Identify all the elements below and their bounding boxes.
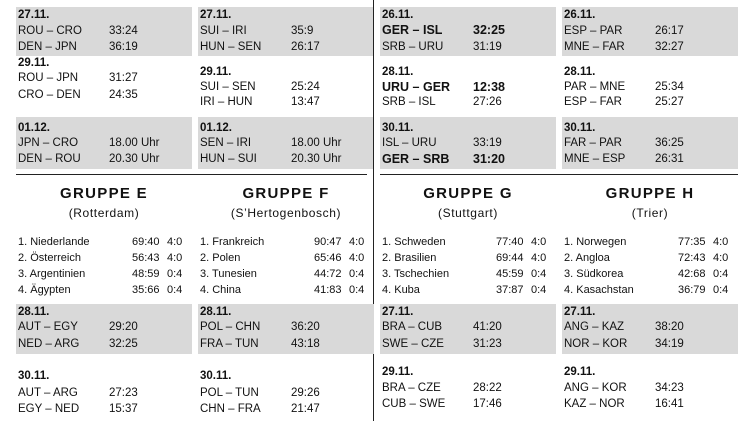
match-day-block [380, 117, 556, 169]
standings-team: 4. Ägypten [18, 284, 71, 296]
match-teams: FRA – TUN [200, 338, 259, 350]
horizontal-divider [16, 174, 367, 175]
match-teams: POL – TUN [200, 387, 259, 399]
match-score: 31:27 [109, 72, 138, 84]
match-teams: ISL – URU [382, 137, 437, 149]
match-score: 15:37 [109, 403, 138, 415]
standings-team: 2. Angloa [564, 252, 610, 264]
match-score: 32:25 [473, 23, 505, 37]
standings-points: 4:0 [531, 252, 547, 264]
match-teams: POL – CHN [200, 321, 261, 333]
match-day-block [198, 304, 374, 354]
standings-team: 1. Norwegen [564, 236, 627, 248]
match-score: 12:38 [473, 80, 505, 94]
match-score: 33:19 [473, 137, 502, 149]
match-teams: GER – ISL [382, 23, 443, 37]
standings-team: 4. Kasachstan [564, 284, 634, 296]
group-title: GRUPPE E [60, 185, 148, 202]
match-score: 13:47 [291, 96, 320, 108]
match-score: 26:31 [655, 153, 684, 165]
match-teams: AUT – EGY [18, 321, 78, 333]
match-teams: SEN – IRI [200, 137, 252, 149]
standings-team: 4. China [200, 284, 241, 296]
match-date: 26.11. [564, 9, 596, 21]
match-teams: CRO – DEN [18, 89, 81, 101]
match-date: 28.11. [564, 66, 596, 78]
standings-goals: 41:83 [314, 284, 342, 296]
standings-team: 1. Frankreich [200, 236, 265, 248]
match-teams: EGY – NED [18, 403, 80, 415]
standings-goals: 48:59 [132, 268, 160, 280]
standings-points: 0:4 [349, 284, 365, 296]
standings-points: 4:0 [167, 236, 183, 248]
match-teams: MNE – FAR [564, 41, 625, 53]
match-day-block [562, 117, 738, 169]
match-score: 26:17 [291, 41, 320, 53]
standings-team: 1. Niederlande [18, 236, 90, 248]
match-date: 28.11. [18, 306, 50, 318]
match-day-block [198, 366, 374, 418]
match-score: 29:26 [291, 387, 320, 399]
group-title: GRUPPE F [242, 185, 330, 202]
standings-goals: 36:79 [678, 284, 706, 296]
standings-points: 4:0 [349, 252, 365, 264]
standings-team: 2. Österreich [18, 252, 81, 264]
group-city: (Rotterdam) [68, 206, 140, 220]
match-date: 26.11. [382, 9, 414, 21]
match-teams: SUI – IRI [200, 25, 247, 37]
match-teams: BRA – CZE [382, 382, 441, 394]
match-date: 30.11. [382, 122, 414, 134]
standings-points: 4:0 [713, 236, 729, 248]
match-score: 25:27 [655, 96, 684, 108]
standings-goals: 65:46 [314, 252, 342, 264]
match-day-block [380, 7, 556, 56]
match-score: 25:24 [291, 81, 320, 93]
standings-goals: 72:43 [678, 252, 706, 264]
match-teams: DEN – ROU [18, 153, 81, 165]
match-teams: SWE – CZE [382, 338, 444, 350]
match-teams: GER – SRB [382, 152, 450, 166]
match-day-block [562, 362, 738, 414]
match-score: 18.00 Uhr [109, 137, 160, 149]
standings-points: 0:4 [713, 284, 729, 296]
match-teams: ESP – PAR [564, 25, 623, 37]
match-date: 01.12. [200, 122, 232, 134]
match-date: 30.11. [18, 370, 50, 382]
match-day-block [380, 56, 556, 112]
standings-points: 0:4 [713, 268, 729, 280]
match-score: 20.30 Uhr [291, 153, 342, 165]
match-teams: ANG – KAZ [564, 321, 625, 333]
group-title: GRUPPE H [605, 185, 695, 202]
match-score: 17:46 [473, 398, 502, 410]
match-date: 01.12. [18, 122, 50, 134]
standings-team: 2. Polen [200, 252, 241, 264]
match-date: 29.11. [382, 366, 414, 378]
match-day-block [562, 56, 738, 112]
match-day-block [198, 7, 374, 56]
match-score: 36:25 [655, 137, 684, 149]
standings-team: 4. Kuba [382, 284, 420, 296]
match-score: 36:19 [109, 41, 138, 53]
standings-team: 3. Tunesien [200, 268, 257, 280]
match-date: 29.11. [18, 57, 50, 69]
standings-goals: 44:72 [314, 268, 342, 280]
match-teams: ROU – CRO [18, 25, 82, 37]
match-date: 28.11. [200, 306, 232, 318]
horizontal-divider [380, 174, 738, 175]
match-score: 31:23 [473, 338, 502, 350]
match-day-block [562, 304, 738, 354]
match-score: 43:18 [291, 338, 320, 350]
match-date: 30.11. [564, 122, 596, 134]
match-score: 36:20 [291, 321, 320, 333]
group-city: (Stuttgart) [438, 206, 498, 220]
standings-team: 2. Brasilien [382, 252, 437, 264]
group-title: GRUPPE G [423, 185, 513, 202]
standings-points: 4:0 [349, 236, 365, 248]
match-teams: IRI – HUN [200, 96, 253, 108]
match-score: 38:20 [655, 321, 684, 333]
standings-goals: 69:44 [496, 252, 524, 264]
match-teams: KAZ – NOR [564, 398, 625, 410]
match-score: 18.00 Uhr [291, 137, 342, 149]
match-score: 34:23 [655, 382, 684, 394]
standings-team: 3. Tschechien [382, 268, 450, 280]
match-teams: AUT – ARG [18, 387, 78, 399]
standings-team: 3. Südkorea [564, 268, 624, 280]
standings-goals: 45:59 [496, 268, 524, 280]
match-score: 31:20 [473, 152, 505, 166]
match-score: 26:17 [655, 25, 684, 37]
standings-goals: 35:66 [132, 284, 160, 296]
standings-points: 4:0 [167, 252, 183, 264]
match-day-block [198, 56, 374, 112]
match-score: 41:20 [473, 321, 502, 333]
match-teams: DEN – JPN [18, 41, 77, 53]
match-teams: BRA – CUB [382, 321, 443, 333]
match-teams: ESP – FAR [564, 96, 622, 108]
match-score: 32:25 [109, 338, 138, 350]
standings-points: 0:4 [531, 268, 547, 280]
match-day-block [16, 304, 192, 354]
standings-goals: 42:68 [678, 268, 706, 280]
match-score: 33:24 [109, 25, 138, 37]
match-day-block [16, 366, 192, 418]
match-teams: ROU – JPN [18, 72, 79, 84]
match-teams: HUN – SEN [200, 41, 262, 53]
match-teams: CHN – FRA [200, 403, 261, 415]
standings-points: 0:4 [167, 268, 183, 280]
match-teams: HUN – SUI [200, 153, 257, 165]
match-date: 28.11. [382, 66, 414, 78]
group-city: (Trier) [631, 206, 669, 220]
standings-goals: 69:40 [132, 236, 160, 248]
match-teams: SRB – ISL [382, 96, 436, 108]
match-score: 16:41 [655, 398, 684, 410]
group-city: (S’Hertogenbosch) [230, 206, 342, 220]
match-day-block [16, 56, 192, 112]
match-date: 27.11. [18, 9, 50, 21]
match-teams: JPN – CRO [18, 137, 79, 149]
standings-points: 0:4 [349, 268, 365, 280]
match-score: 27:26 [473, 96, 502, 108]
standings-team: 1. Schweden [382, 236, 446, 248]
standings-goals: 77:35 [678, 236, 706, 248]
match-teams: CUB – SWE [382, 398, 446, 410]
match-date: 29.11. [564, 366, 596, 378]
match-teams: ANG – KOR [564, 382, 627, 394]
standings-goals: 56:43 [132, 252, 160, 264]
match-score: 29:20 [109, 321, 138, 333]
match-score: 27:23 [109, 387, 138, 399]
match-score: 34:19 [655, 338, 684, 350]
match-day-block [562, 7, 738, 56]
match-score: 35:9 [291, 25, 314, 37]
standings-team: 3. Argentinien [18, 268, 86, 280]
standings-points: 0:4 [531, 284, 547, 296]
match-teams: SUI – SEN [200, 81, 256, 93]
match-date: 27.11. [200, 9, 232, 21]
standings-goals: 90:47 [314, 236, 342, 248]
standings-points: 0:4 [167, 284, 183, 296]
match-score: 20.30 Uhr [109, 153, 160, 165]
standings-points: 4:0 [531, 236, 547, 248]
match-day-block [198, 117, 374, 169]
match-teams: SRB – URU [382, 41, 444, 53]
match-teams: NED – ARG [18, 338, 80, 350]
match-teams: URU – GER [382, 80, 451, 94]
match-teams: FAR – PAR [564, 137, 622, 149]
standings-points: 4:0 [713, 252, 729, 264]
match-date: 27.11. [382, 306, 414, 318]
match-day-block [16, 117, 192, 169]
standings-goals: 77:40 [496, 236, 524, 248]
match-score: 21:47 [291, 403, 320, 415]
match-date: 29.11. [200, 66, 232, 78]
match-day-block [16, 7, 192, 56]
match-score: 24:35 [109, 89, 138, 101]
match-teams: MNE – ESP [564, 153, 626, 165]
match-teams: PAR – MNE [564, 81, 626, 93]
match-day-block [380, 362, 556, 414]
match-score: 31:19 [473, 41, 502, 53]
match-score: 25:34 [655, 81, 684, 93]
match-date: 27.11. [564, 306, 596, 318]
match-score: 28:22 [473, 382, 502, 394]
match-date: 30.11. [200, 370, 232, 382]
match-day-block [380, 304, 556, 354]
standings-goals: 37:87 [496, 284, 524, 296]
match-score: 32:27 [655, 41, 684, 53]
match-teams: NOR – KOR [564, 338, 628, 350]
